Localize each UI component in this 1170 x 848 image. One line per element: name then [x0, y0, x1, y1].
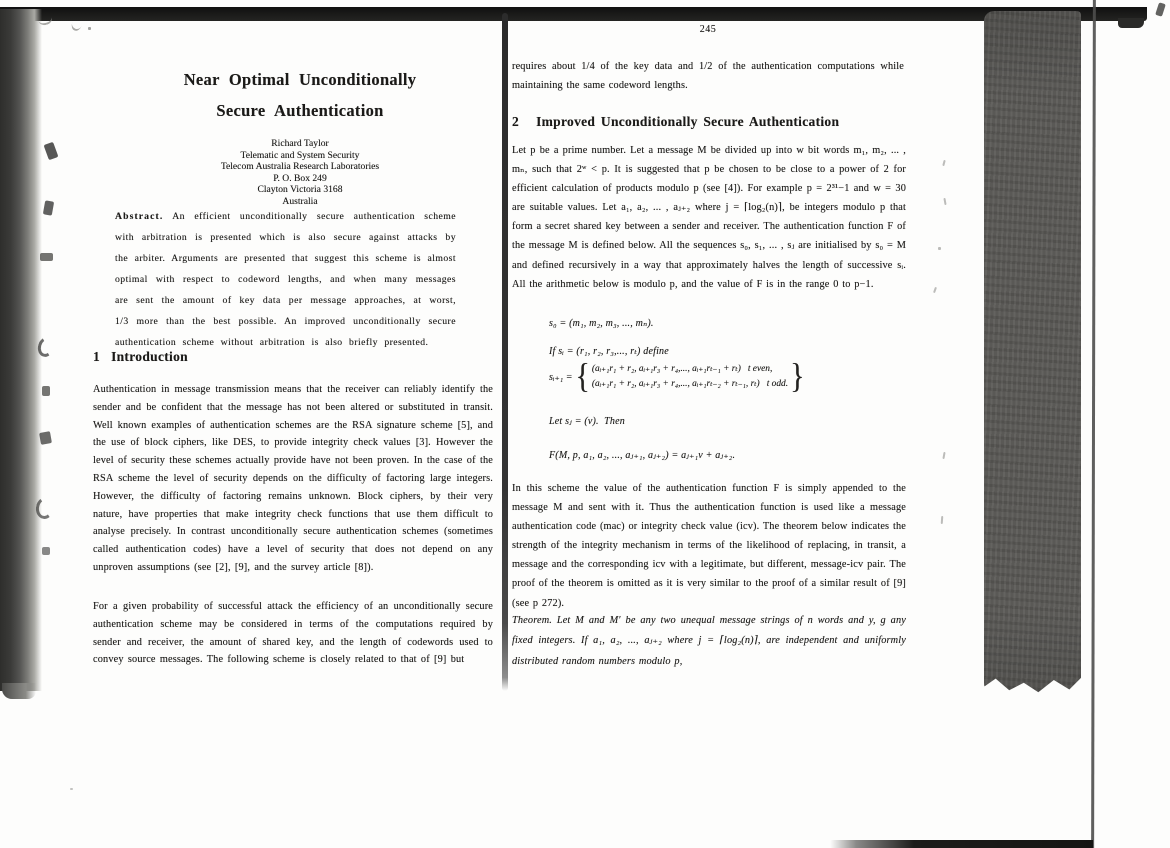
paper-title-line1: Near Optimal Unconditionally — [183, 70, 417, 89]
margin-speck — [942, 160, 945, 166]
page-number: 245 — [699, 24, 717, 35]
abstract-text: An efficient unconditionally secure authentication scheme with arbitration is presented which is also secure against attacks by the arbiter. Arguments are presented that suggest this scheme is almost optimal with respect to codeword lengths, and when many messages are sent the amount of key data per message approaches, at worst, 1/3 more than the best possible. An improved unconditionally secure authentication scheme without arbitration is also briefly presented. — [115, 211, 456, 348]
equation-lhs: sᵢ₊₁ = — [549, 371, 573, 383]
page-edge-line — [1091, 0, 1096, 848]
equation-sj: Let sⱼ = (v). Then — [549, 416, 625, 427]
equation-s0: s₀ = (m₁, m₂, m₃, ..., mₙ). — [549, 318, 654, 329]
theorem-statement: Theorem. Let M and M′ be any two unequal message strings of n words and y, g any fixed integers. If a₁, a₂, ..., aⱼ₊₂ where j = ⌈log₂(n)⌉, are independent and uniformly distributed random numbers modulo p, — [512, 615, 906, 667]
equation-case-odd: (aᵢ₊₁r₁ + r₂, aᵢ₊₁r₃ + r₄,..., aᵢ₊₁rₜ₋₂ + rₜ₋₁, rₜ) t odd. — [591, 379, 789, 389]
section-2-heading: 2 Improved Unconditionally Secure Authentication — [512, 114, 840, 129]
left-brace: { — [575, 356, 590, 396]
scan-left-edge — [0, 9, 42, 691]
book-page-edges-band — [984, 11, 1081, 695]
binding-artifact — [39, 431, 52, 445]
margin-speck — [938, 247, 941, 250]
introduction-paragraph-2: For a given probability of successful attack the efficiency of an unconditionally secure authentication scheme may be considered in terms of the computations required by sender and receiver, the amount of shared key, and the length of codewords used to convey source messages. The following scheme is closely related to that of [9] but — [93, 601, 493, 666]
equation-F: F(M, p, a₁, a₂, ..., aⱼ₊₁, aⱼ₊₂) = aⱼ₊₁v + aⱼ₊₂. — [549, 450, 736, 461]
author-affiliation: Telematic and System Security — [240, 149, 360, 161]
equation-si-define: If sᵢ = (r₁, r₂, r₃,..., rₜ) define — [549, 346, 669, 357]
binding-artifact — [40, 253, 53, 261]
section-1-heading: 1 Introduction — [93, 349, 188, 364]
author-affiliation: Telecom Australia Research Laboratories — [220, 161, 380, 172]
continuation-paragraph: requires about 1/4 of the key data and 1/2 of the authentication computations while maintaining the same codeword lengths. — [512, 61, 904, 91]
introduction-paragraph-1: Authentication in message transmission means that the receiver can reliably identify the sender and be confident that the message has not been altered or substituted in transit. Well known examples of authentication schemes are the RSA signature scheme [5], and the use of block ciphers, like DES, to provide integrity check values [3]. However the level of security these schemes actually provide have not been proven. In the case of the RSA scheme the level of security depends on the difficulty of factoring large integers. However, the difficulty of factoring remains unknown. Block ciphers, by their very nature, have properties that make integrity check functions that use them difficult to analyse precisely. In contrast unconditionally secure authentication schemes (sometimes called authentication codes) have a level of security that does not depend on any unproven assumptions (see [2], [9], and the survey article [8]). — [93, 384, 493, 573]
binding-artifact — [42, 386, 50, 396]
equation-cases — [592, 362, 788, 392]
scan-left-edge-tail — [2, 683, 36, 699]
scan-bottom-edge — [830, 840, 1093, 848]
section-2-paragraph-2: In this scheme the value of the authentication function F is simply appended to the message M and sent with it. Thus the authentication function is used like a message authentication code (mac) or integrity check value (icv). The theorem below indicates the strength of the integrity mechanism in terms of the likelihood of replacing, in transit, a message and the corresponding icv with a legitimate, but different, message-icv pair. The proof of the theorem is omitted as it is very similar to the proof of a similar result of [9] (see p 272). — [512, 483, 906, 609]
margin-speck — [941, 516, 944, 524]
abstract-label: Abstract. — [115, 211, 164, 222]
scan-corner-mark — [1155, 2, 1166, 17]
right-brace: } — [790, 356, 805, 396]
author-name: Richard Taylor — [271, 138, 329, 149]
equation-case-even: (aᵢ₊₁r₁ + r₂, aᵢ₊₁r₃ + r₄,..., aᵢ₊₁rₜ₋₁ + rₜ) t even, — [591, 364, 773, 374]
margin-speck — [943, 198, 946, 205]
author-block — [95, 138, 505, 207]
scan-top-edge — [0, 7, 1147, 21]
margin-speck — [70, 788, 73, 790]
binding-artifact — [44, 142, 59, 160]
section-2-paragraph-1: Let p be a prime number. Let a message M be divided up into w bit words m₁, m₂, ... , mₙ, such that 2ʷ < p. It is suggested that p be chosen to be close to a power of 2 for efficient calculation of products modulo p (see [4]). For example p = 2³¹−1 and w = 30 are suitable values. Let a₁, a₂, ... , aⱼ₊₂ where j = ⌈log₂(n)⌉, be integers modulo p that form a secret shared key between a sender and receiver. The authentication function F of the message M is defined below. All the sequences s₀, s₁, ... , sⱼ are initialised by s₀ = M and defined recursively in a way that approximately halves the length of successive sᵢ. All the arithmetic below is modulo p, and the value of F is in the range 0 to p−1. — [512, 145, 906, 290]
abstract — [115, 206, 456, 353]
margin-speck — [933, 287, 937, 293]
author-address: Clayton Victoria 3168 — [257, 184, 343, 195]
author-country: Australia — [282, 195, 318, 207]
author-address: P. O. Box 249 — [273, 172, 327, 184]
binding-artifact — [42, 547, 50, 555]
paper-title-line2: Secure Authentication — [216, 101, 384, 120]
pen-scribble — [88, 27, 91, 30]
binding-artifact — [43, 200, 54, 215]
scan-top-edge-blob — [1118, 18, 1144, 28]
margin-speck — [942, 452, 945, 459]
equation-s-recursion — [549, 356, 805, 396]
